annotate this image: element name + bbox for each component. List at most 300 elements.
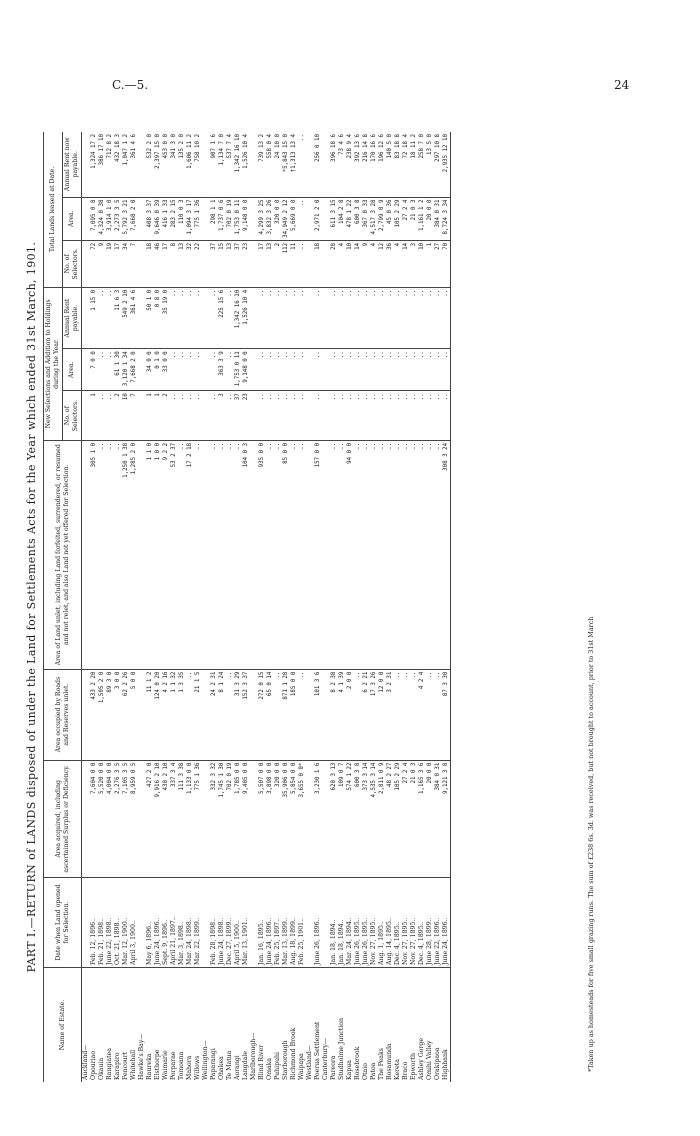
- cell-t-rent: 1,047 1 2: [123, 134, 129, 166]
- cell-roads: 152 3 37: [242, 669, 250, 760]
- cell-unlet: ..: [386, 440, 394, 669]
- cell-n-rent: 1,526 10 4: [242, 287, 250, 349]
- cell-date: Aug. 18, 1899..: [290, 878, 298, 968]
- cell-n-rent: ..: [410, 287, 418, 349]
- cell-n-area: ..: [378, 349, 386, 391]
- table-row: [170, 132, 178, 1082]
- cell-t-area: 3,832 3 26: [266, 197, 274, 240]
- cell-unlet: ..: [106, 440, 114, 669]
- table-row: [234, 132, 242, 1082]
- col-group-total: Total Lands leased at Date.: [44, 132, 63, 287]
- cell-n-sel: 2: [114, 391, 122, 441]
- cell-n-rent: [138, 287, 146, 349]
- cell-unlet: ..: [338, 440, 346, 669]
- cell-t-area: 2,799 0 9: [378, 197, 386, 240]
- cell-n-rent: ..: [386, 287, 394, 349]
- cell-date: June 24, 1896..: [266, 878, 274, 968]
- cell-t-area: 478 1 22: [346, 197, 354, 240]
- cell-roads: 3 0 0: [114, 669, 122, 760]
- cell-n-area: ..: [346, 349, 354, 391]
- cell-area: 1,785 0 0: [234, 760, 242, 878]
- cell-t-area: 2,971 2 0: [314, 197, 322, 240]
- cell-date: Mar. 24, 1894..: [346, 878, 354, 968]
- cell-roads: 6 2 21: [362, 669, 370, 760]
- cell-n-rent: ..: [354, 287, 362, 349]
- cell-t-sel: [250, 240, 258, 287]
- cell-unlet: ..: [426, 440, 434, 669]
- cell-date: Aug. 1, 1895..: [378, 878, 386, 968]
- cell-n-sel: ..: [298, 391, 306, 441]
- table-row: [130, 132, 138, 1082]
- cell-t-rent: 24 10 0: [275, 134, 281, 159]
- cell-date: Mar. 24, 1898..: [186, 878, 194, 968]
- cell-n-sel: [82, 391, 91, 441]
- cell-n-sel: ..: [274, 391, 282, 441]
- cell-n-area: ..: [178, 349, 186, 391]
- cell-t-area: 104 2 8: [338, 197, 346, 240]
- cell-t-sel: 15: [218, 240, 226, 287]
- cell-unlet: ..: [114, 440, 122, 669]
- cell-n-area: ..: [370, 349, 378, 391]
- cell-n-area: [306, 349, 314, 391]
- cell-n-sel: ..: [346, 391, 354, 441]
- cell-t-area: 5,669 0 0: [290, 197, 298, 240]
- cell-n-area: 34 0 0: [146, 349, 154, 391]
- cell-n-sel: 1: [146, 391, 154, 441]
- cell-area: 337 3 4: [170, 760, 178, 878]
- cell-t-sel: 22: [194, 240, 202, 287]
- cell-n-sel: ..: [266, 391, 274, 441]
- cell-t-area: [306, 197, 314, 240]
- cell-n-area: ..: [274, 349, 282, 391]
- cell-area: 7,604 0 0: [90, 760, 98, 878]
- cell-t-rent: 392 13 6: [355, 134, 361, 162]
- cell-roads: 1,505 2 0: [98, 669, 106, 760]
- table-row: [106, 132, 114, 1082]
- cell-unlet: 94 0 0: [346, 440, 354, 669]
- cell-n-area: ..: [434, 349, 442, 391]
- cell-t-rent: 532 2 0: [147, 134, 153, 159]
- cell-area: [306, 760, 314, 878]
- col-unlet: Area of Land unlet, including Land forfeited, surrendered, or resumed and not relet, and also Land not yet offered for Selection.: [44, 440, 82, 669]
- table-row: [410, 132, 418, 1082]
- cell-n-rent: 225 15 6: [218, 287, 226, 349]
- cell-n-area: [250, 349, 258, 391]
- cell-t-sel: 17: [162, 240, 170, 287]
- table-row: [314, 132, 322, 1082]
- district-row: [306, 132, 314, 1082]
- cell-t-rent: [82, 132, 91, 197]
- cell-unlet: ..: [410, 440, 418, 669]
- cell-n-sel: ..: [186, 391, 194, 441]
- cell-n-area: ..: [98, 349, 106, 391]
- cell-n-area: ..: [330, 349, 338, 391]
- cell-n-rent: ..: [186, 287, 194, 349]
- cell-name: Porparae: [170, 968, 178, 1083]
- cell-t-rent: [250, 132, 258, 197]
- cell-t-sel: 72: [90, 240, 98, 287]
- cell-t-rent: 256 0 10: [315, 134, 321, 162]
- cell-t-rent: 341 3 0: [171, 134, 177, 159]
- table-row: [194, 132, 202, 1082]
- table-row: [378, 132, 386, 1082]
- cell-unlet: ..: [274, 440, 282, 669]
- cell-t-sel: 10: [346, 240, 354, 287]
- cell-n-rent: 361 4 6: [130, 287, 138, 349]
- cell-roads: 3 2 31: [386, 669, 394, 760]
- cell-t-sel: [322, 240, 330, 287]
- cell-date: Mar. 22, 1899..: [194, 878, 202, 968]
- district-row: [82, 132, 91, 1082]
- cell-date: June 24, 1896..: [154, 878, 162, 968]
- cell-date: Feb. 21, 1898..: [98, 878, 106, 968]
- cell-unlet: 935 0 0: [258, 440, 266, 669]
- cell-date: April 5, 1900..: [234, 878, 242, 968]
- cell-n-rent: ..: [210, 287, 218, 349]
- cell-n-area: 7 0 0: [90, 349, 98, 391]
- cell-roads: 8 2 38: [330, 669, 338, 760]
- cell-t-rent: [138, 132, 146, 197]
- cell-n-rent: 1 15 0: [90, 287, 98, 349]
- cell-name: Omaka: [266, 968, 274, 1083]
- col-new-sel: No. of Selectors.: [63, 391, 82, 441]
- cell-name: Epworth: [410, 968, 418, 1083]
- cell-date: Jan. 18, 1894..: [330, 878, 338, 968]
- cell-n-sel: 23: [242, 391, 250, 441]
- cell-t-rent: *5,843 15 0: [283, 134, 289, 173]
- cell-unlet: 1,250 1 38: [122, 440, 130, 669]
- cell-area: 21 0 3: [410, 760, 418, 878]
- cell-n-sel: ..: [226, 391, 234, 441]
- cell-name: Langdale: [242, 968, 250, 1083]
- cell-t-rent: 73 4 6: [339, 134, 345, 155]
- cell-name: Karapiro: [114, 968, 122, 1083]
- cell-t-rent: 2,397 15 0: [155, 134, 161, 169]
- cell-t-rent: 13 5 0: [427, 134, 433, 155]
- cell-t-rent: 1,526 10 4: [243, 134, 249, 169]
- cell-name: Kereta: [394, 968, 402, 1083]
- cell-name: Opouriao: [90, 968, 98, 1083]
- cell-roads: ..: [186, 669, 194, 760]
- cell-name: Orakipaoa: [434, 968, 442, 1083]
- cell-n-rent: ..: [194, 287, 202, 349]
- col-area: Area acquired, including ascertained Surplus or Deficiency.: [44, 760, 82, 878]
- cell-unlet: ..: [234, 440, 242, 669]
- cell-n-sel: ..: [290, 391, 298, 441]
- cell-area: 109 0 7: [338, 760, 346, 878]
- cell-date: Mar. 12, 1900..: [122, 878, 130, 968]
- cell-t-rent: 1,606 11 2: [187, 134, 193, 169]
- cell-roads: ..: [402, 669, 410, 760]
- cell-roads: [138, 669, 146, 760]
- cell-t-sel: 12: [378, 240, 386, 287]
- cell-area: 775 1 36: [194, 760, 202, 878]
- col-roads: Area occupied by Roads and Reserves unlet.: [44, 669, 82, 760]
- cell-unlet: ..: [290, 440, 298, 669]
- cell-n-area: 363 3 9: [218, 349, 226, 391]
- cell-t-area: 775 1 36: [194, 197, 202, 240]
- table-row: [90, 132, 98, 1082]
- cell-unlet: [138, 440, 146, 669]
- col-date: Date when Land opened for Selection.: [44, 878, 82, 968]
- cell-date: Sept. 9, 1896..: [162, 878, 170, 968]
- col-new-area: Area.: [63, 349, 82, 391]
- cell-area: 8,959 0 5: [130, 760, 138, 878]
- table-row: [418, 132, 426, 1082]
- table-row: [434, 132, 442, 1082]
- cell-t-sel: 18: [314, 240, 322, 287]
- col-name: Name of Estate.: [44, 968, 82, 1083]
- cell-n-rent: ..: [290, 287, 298, 349]
- cell-n-rent: ..: [418, 287, 426, 349]
- cell-t-rent: 1,134 7 0: [219, 134, 225, 166]
- cell-name: Okauia: [98, 968, 106, 1083]
- table-row: [386, 132, 394, 1082]
- cell-t-area: 1,094 3 17: [186, 197, 194, 240]
- district-row: [322, 132, 330, 1082]
- cell-name: Paparangi: [210, 968, 218, 1083]
- cell-area: 9,405 0 0: [242, 760, 250, 878]
- cell-roads: ..: [226, 669, 234, 760]
- cell-name: Omihi Valley: [426, 968, 434, 1083]
- cell-t-sel: [138, 240, 146, 287]
- cell-n-sel: ..: [210, 391, 218, 441]
- cell-name: Kapua: [346, 968, 354, 1083]
- cell-t-rent: 1,342 16 10: [235, 134, 241, 173]
- cell-n-rent: ..: [98, 287, 106, 349]
- cell-n-sel: ..: [426, 391, 434, 441]
- cell-n-area: [138, 349, 146, 391]
- cell-name: Starborough: [282, 968, 290, 1083]
- cell-area: [202, 760, 210, 878]
- table-row: [162, 132, 170, 1082]
- cell-date: Nov. 27, 1895..: [370, 878, 378, 968]
- cell-t-area: 1,753 0 11: [234, 197, 242, 240]
- cell-n-rent: ..: [362, 287, 370, 349]
- cell-t-sel: 14: [354, 240, 362, 287]
- cell-roads: 1 3 35: [178, 669, 186, 760]
- cell-n-rent: ..: [346, 287, 354, 349]
- cell-roads: 21 1 5: [194, 669, 202, 760]
- cell-name: Ashley Gorge: [418, 968, 426, 1083]
- cell-name: Te Matua: [226, 968, 234, 1083]
- cell-t-area: 5,792 3 21: [122, 197, 130, 240]
- cell-t-area: 2,273 3 5: [114, 197, 122, 240]
- cell-n-sel: 2: [162, 391, 170, 441]
- cell-t-sel: 14: [402, 240, 410, 287]
- table-row: [242, 132, 250, 1082]
- cell-name: Willows: [194, 968, 202, 1083]
- cell-roads: ..: [298, 669, 306, 760]
- cell-t-area: 4,517 3 28: [370, 197, 378, 240]
- cell-n-rent: ..: [426, 287, 434, 349]
- cell-n-rent: [306, 287, 314, 349]
- table-row: [258, 132, 266, 1082]
- cell-unlet: ..: [330, 440, 338, 669]
- cell-area: 20 0 0: [426, 760, 434, 878]
- cell-unlet: 1 0 0: [154, 440, 162, 669]
- cell-t-rent: 758 10 2: [195, 134, 201, 162]
- cell-unlet: ..: [394, 440, 402, 669]
- cell-roads: 31 3 29: [234, 669, 242, 760]
- cell-unlet: ..: [266, 440, 274, 669]
- cell-n-area: ..: [394, 349, 402, 391]
- cell-t-area: 8,724 3 34: [442, 197, 451, 240]
- cell-date: Mar. 13, 1901..: [242, 878, 250, 968]
- cell-t-sel: 13: [266, 240, 274, 287]
- cell-n-sel: ..: [370, 391, 378, 441]
- cell-n-rent: ..: [258, 287, 266, 349]
- cell-name: Marlborough—: [250, 968, 258, 1083]
- table-row: [282, 132, 290, 1082]
- cell-date: Nov. 27, 1895..: [402, 878, 410, 968]
- cell-unlet: ..: [98, 440, 106, 669]
- table-row: [154, 132, 162, 1082]
- cell-n-sel: ..: [338, 391, 346, 441]
- cell-t-rent: 135 2 0: [179, 134, 185, 159]
- cell-unlet: ..: [418, 440, 426, 669]
- cell-roads: 89 3 0: [106, 669, 114, 760]
- table-row: [338, 132, 346, 1082]
- cell-t-sel: 46: [154, 240, 162, 287]
- cell-name: Whitehall: [130, 968, 138, 1083]
- cell-roads: 433 2 20: [90, 669, 98, 760]
- cell-n-rent: ..: [338, 287, 346, 349]
- cell-n-sel: 1: [90, 391, 98, 441]
- cell-n-sel: 7: [130, 391, 138, 441]
- cell-t-area: 45 0 36: [386, 197, 394, 240]
- cell-t-sel: 19: [106, 240, 114, 287]
- cell-area: 702 0 19: [226, 760, 234, 878]
- cell-n-rent: ..: [274, 287, 282, 349]
- cell-roads: 65 0 14: [266, 669, 274, 760]
- table-row: [266, 132, 274, 1082]
- cell-date: [306, 878, 314, 968]
- cell-date: June 22, 1896..: [434, 878, 442, 968]
- rotated-table-sheet: [25, 132, 605, 1082]
- cell-date: Feb. 12, 1896..: [90, 878, 98, 968]
- cell-t-sel: 13: [178, 240, 186, 287]
- cell-n-area: ..: [386, 349, 394, 391]
- cell-n-area: ..: [282, 349, 290, 391]
- cell-area: 4,004 0 0: [106, 760, 114, 878]
- cell-t-rent: 18 11 2: [411, 134, 417, 159]
- cell-unlet: 305 1 0: [90, 440, 98, 669]
- cell-n-sel: 10: [122, 391, 130, 441]
- cell-area: [250, 760, 258, 878]
- cell-n-area: 33 0 0: [162, 349, 170, 391]
- cell-area: 105 2 29: [394, 760, 402, 878]
- cell-t-area: ..: [298, 197, 306, 240]
- cell-date: Dec. 4, 1895..: [394, 878, 402, 968]
- cell-area: 48 2 27: [386, 760, 394, 878]
- table-row: [354, 132, 362, 1082]
- cell-t-area: 105 2 29: [394, 197, 402, 240]
- cell-t-rent: 907 1 6: [211, 134, 217, 159]
- cell-n-rent: 0 8 0: [154, 287, 162, 349]
- cell-n-area: ..: [426, 349, 434, 391]
- cell-roads: [306, 669, 314, 760]
- cell-unlet: 17 2 18: [186, 440, 194, 669]
- cell-t-sel: 2: [274, 240, 282, 287]
- cell-t-area: 9,646 0 39: [154, 197, 162, 240]
- col-total-sel: No. of Selectors.: [63, 240, 82, 287]
- table-row: [298, 132, 306, 1082]
- cell-unlet: ..: [378, 440, 386, 669]
- cell-roads: 62 2 26: [122, 669, 130, 760]
- cell-unlet: ..: [362, 440, 370, 669]
- cell-area: 5,520 0 0: [98, 760, 106, 878]
- cell-t-area: 298 1 1: [210, 197, 218, 240]
- cell-roads: [250, 669, 258, 760]
- cell-date: April 3, 1900..: [130, 878, 138, 968]
- page-number: 24: [614, 78, 630, 92]
- cell-name: Blind River: [258, 968, 266, 1083]
- cell-area: 5,854 0 0: [290, 760, 298, 878]
- cell-n-sel: ..: [434, 391, 442, 441]
- cell-n-rent: ..: [298, 287, 306, 349]
- cell-roads: 124 0 20: [154, 669, 162, 760]
- cell-unlet: [202, 440, 210, 669]
- cell-name: Waimarie: [162, 968, 170, 1083]
- cell-t-sel: 4: [394, 240, 402, 287]
- cell-roads: ..: [274, 669, 282, 760]
- cell-n-rent: 1,342 16 10: [234, 287, 242, 349]
- cell-t-rent: ..: [299, 134, 305, 141]
- cell-n-sel: 3: [218, 391, 226, 441]
- cell-n-sel: [306, 391, 314, 441]
- table-title: PART I.—RETURN of LANDS disposed of under the Land for Settlements Acts for the Year which ended 31st March, 1901.: [25, 241, 38, 973]
- table-row: [394, 132, 402, 1082]
- cell-t-area: 367 0 33: [362, 197, 370, 240]
- cell-t-rent: 216 14 8: [363, 134, 369, 162]
- cell-t-sel: 9: [98, 240, 106, 287]
- cell-date: Feb. 25, 1901..: [298, 878, 306, 968]
- cell-t-rent: 2,935 12 10: [442, 132, 451, 197]
- cell-date: [322, 878, 330, 968]
- cell-area: 1,133 0 0: [186, 760, 194, 878]
- cell-t-area: [138, 197, 146, 240]
- cell-unlet: ..: [178, 440, 186, 669]
- cell-unlet: ..: [218, 440, 226, 669]
- cell-name: Elsthorpe: [154, 968, 162, 1083]
- cell-t-rent: 386 17 10: [99, 134, 105, 166]
- cell-n-area: [322, 349, 330, 391]
- table-row: [146, 132, 154, 1082]
- cell-area: 430 2 10: [162, 760, 170, 878]
- cell-name: Poerua Settlement: [314, 968, 322, 1083]
- cell-n-area: ..: [298, 349, 306, 391]
- table-row: [274, 132, 282, 1082]
- cell-unlet: 104 0 3: [242, 440, 250, 669]
- table-row: [426, 132, 434, 1082]
- cell-roads: ..: [354, 669, 362, 760]
- cell-n-rent: ..: [314, 287, 322, 349]
- cell-t-area: 3,914 1 0: [106, 197, 114, 240]
- cell-n-sel: [202, 391, 210, 441]
- cell-roads: 5 0 0: [130, 669, 138, 760]
- cell-date: June 28, 1899..: [426, 878, 434, 968]
- cell-n-area: ..: [106, 349, 114, 391]
- cell-n-area: ..: [186, 349, 194, 391]
- cell-t-area: 702 0 19: [226, 197, 234, 240]
- cell-name: Richmond Brook: [290, 968, 298, 1083]
- cell-n-rent: ..: [394, 287, 402, 349]
- cell-t-rent: 83 18 8: [395, 134, 401, 159]
- cell-t-area: 7,095 0 8: [90, 197, 98, 240]
- cell-t-sel: [306, 240, 314, 287]
- cell-area: 373 3 14: [362, 760, 370, 878]
